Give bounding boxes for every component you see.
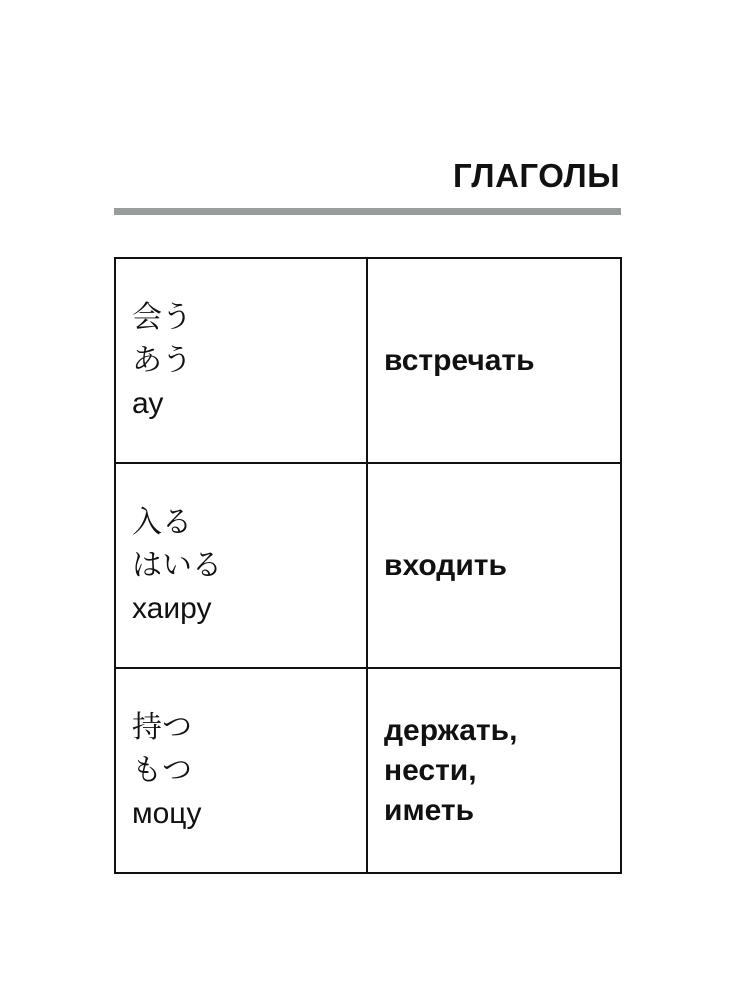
title-divider	[114, 208, 621, 215]
japanese-cell	[115, 258, 367, 463]
vocab-row	[115, 463, 621, 668]
vocab-table	[114, 257, 622, 874]
translation-line: иметь	[384, 793, 475, 827]
translation-cell	[367, 668, 621, 873]
kanji-word: 会う	[132, 300, 192, 335]
romaji-reading: хаиру	[132, 592, 212, 625]
translation-cell	[367, 258, 621, 463]
kanji-word: 持つ	[132, 710, 192, 745]
kanji-word: 入る	[132, 505, 192, 540]
kana-reading: もつ	[132, 753, 192, 788]
translation-line: встречать	[384, 343, 535, 377]
kana-reading: あう	[132, 343, 192, 378]
romaji-reading: ау	[132, 387, 164, 420]
translation-cell	[367, 463, 621, 668]
translation-line: входить	[384, 548, 507, 582]
translation-line: держать,	[384, 713, 518, 747]
romaji-reading: моцу	[132, 797, 202, 830]
japanese-cell	[115, 668, 367, 873]
vocab-row	[115, 668, 621, 873]
vocab-row	[115, 258, 621, 463]
page-title: ГЛАГОЛЫ	[453, 157, 620, 194]
kana-reading: はいる	[132, 548, 222, 583]
translation-line: нести,	[384, 753, 477, 787]
japanese-cell	[115, 463, 367, 668]
